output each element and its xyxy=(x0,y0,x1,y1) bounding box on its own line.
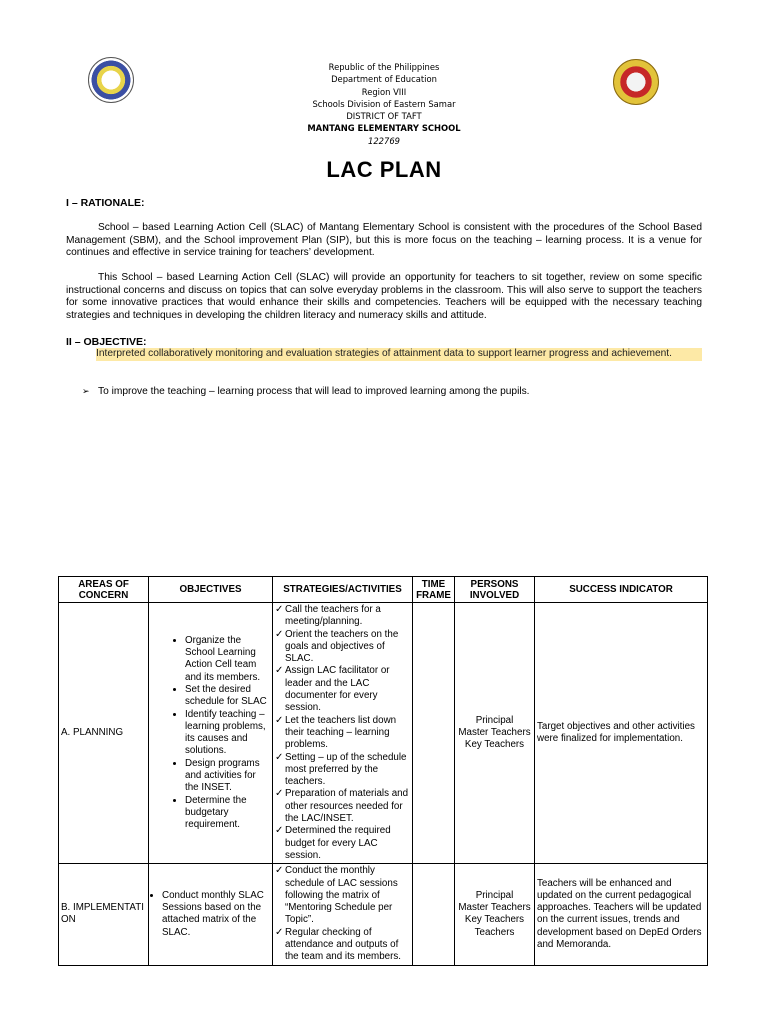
lac-plan-table xyxy=(58,576,708,966)
header-time-frame: TIME FRAME xyxy=(413,577,455,603)
table-row xyxy=(59,603,708,864)
time-frame-cell xyxy=(413,864,455,965)
person-entry: Principal xyxy=(475,714,514,726)
check-icon: ✓ xyxy=(275,926,284,938)
time-frame-cell xyxy=(413,603,455,864)
check-icon: ✓ xyxy=(275,788,284,800)
rationale-heading: I – RATIONALE: xyxy=(66,197,145,209)
header-line-region: Region VIII xyxy=(361,86,407,97)
header-strategies: STRATEGIES/ACTIVITIES xyxy=(273,577,413,603)
check-icon: ✓ xyxy=(275,825,284,837)
header-school-name: MANTANG ELEMENTARY SCHOOL xyxy=(307,123,461,134)
table-row xyxy=(59,864,708,965)
area-planning: A. PLANNING xyxy=(59,603,149,864)
strategy-text: Orient the teachers on the goals and objectives of SLAC. xyxy=(285,628,399,665)
objective-bullet xyxy=(82,386,530,397)
rationale-paragraph-1-text: School – based Learning Action Cell (SLAC) of Mantang Elementary School is consistent with the procedures of the School Based Management (SBM), and the School improvement Plan (SIP), but this is more focus on the teaching – learning process. It is a venue for continues and effective in service training for teachers’ development. xyxy=(66,222,702,259)
header-line-department: Department of Education xyxy=(331,74,437,85)
list-item: • Set the desired schedule for SLAC xyxy=(185,684,270,709)
person-entry: Master Teachers xyxy=(458,902,531,914)
list-item xyxy=(275,665,410,714)
persons-cell xyxy=(455,864,535,965)
list-item xyxy=(275,604,410,629)
list-item: • Identify teaching – learning problems, its causes and solutions. xyxy=(185,709,270,758)
strategy-text: Assign LAC facilitator or leader and the LAC documenter for every session. xyxy=(285,665,390,714)
check-icon: ✓ xyxy=(275,665,284,677)
list-item xyxy=(275,825,410,862)
list-item xyxy=(275,629,410,666)
arrow-bullet-icon: ➢ xyxy=(82,386,90,396)
objective-bullet-text: To improve the teaching – learning process that will lead to improved learning among the pupils. xyxy=(98,386,530,397)
list-item xyxy=(275,788,410,825)
objective-highlighted-text: Interpreted collaboratively monitoring and evaluation strategies of attainment data to support learner progress and achievement. xyxy=(96,348,702,361)
list-item: • Design programs and activities for the INSET. xyxy=(185,758,270,795)
list-item xyxy=(275,752,410,789)
strategy-text: Call the teachers for a meeting/planning. xyxy=(285,604,381,628)
objectives-cell xyxy=(149,603,273,864)
person-entry: Teachers xyxy=(474,926,515,938)
header-line-division: Schools Division of Eastern Samar xyxy=(312,98,456,109)
check-icon: ✓ xyxy=(275,751,284,763)
success-indicator-cell: Teachers will be enhanced and updated on the current pedagogical approaches. Teachers will be updated on the current issues, trends and development based on DepEd Orders and Memoranda. xyxy=(535,864,708,965)
person-entry: Key Teachers xyxy=(464,739,525,751)
check-icon: ✓ xyxy=(275,604,284,615)
list-item xyxy=(275,927,410,964)
list-item: • Organize the School Learning Action Cell team and its members. xyxy=(185,635,270,684)
page-title: LAC PLAN xyxy=(326,157,442,182)
list-item xyxy=(275,865,410,926)
person-entry: Key Teachers xyxy=(464,914,525,926)
strategy-text: Let the teachers list down their teaching – learning problems. xyxy=(285,714,397,751)
objective-heading: II – OBJECTIVE: xyxy=(66,336,147,348)
strategies-cell xyxy=(273,603,413,864)
persons-cell xyxy=(455,603,535,864)
rationale-paragraph-2-text: This School – based Learning Action Cell (SLAC) will provide an opportunity for teachers to sit together, review on some specific instructional concerns and discuss on topics that can solve everyday problems in the classroom. This will also serve to support the teachers for some innovative practices that would enhance their skills and competencies. Teachers will be equipped with the necessary teaching strategies and techniques in developing the children literacy and numeracy skills and attitude. xyxy=(66,272,702,321)
area-implementation: B. IMPLEMENTATI ON xyxy=(59,864,149,965)
header-line-republic: Republic of the Philippines xyxy=(328,62,440,72)
strategy-text: Setting – up of the schedule most preferred by the teachers. xyxy=(285,751,407,788)
header-school-id: 122769 xyxy=(368,135,400,146)
list-item: • Conduct monthly SLAC Sessions based on the attached matrix of the SLAC. xyxy=(162,890,270,939)
objectives-cell xyxy=(149,864,273,965)
header-persons-involved: PERSONS INVOLVED xyxy=(455,577,535,603)
strategy-text: Regular checking of attendance and outputs of the team and its members. xyxy=(285,926,401,963)
success-indicator-cell: Target objectives and other activities were finalized for implementation. xyxy=(535,603,708,864)
check-icon: ✓ xyxy=(275,714,284,726)
table-header-row xyxy=(59,577,708,603)
strategy-text: Conduct the monthly schedule of LAC sessions following the matrix of “Mentoring Schedule per Topic”. xyxy=(285,865,398,926)
header-line-district: DISTRICT OF TAFT xyxy=(346,111,422,122)
list-item: • Determine the budgetary requirement. xyxy=(185,795,270,832)
check-icon: ✓ xyxy=(275,628,284,640)
rationale-paragraph-1 xyxy=(66,222,702,260)
strategy-text: Preparation of materials and other resources needed for the LAC/INSET. xyxy=(285,788,409,825)
check-icon: ✓ xyxy=(275,865,284,877)
person-entry: Master Teachers xyxy=(458,726,531,738)
header-areas-of-concern: AREAS OF CONCERN xyxy=(59,577,149,603)
rationale-paragraph-2 xyxy=(66,272,702,322)
header-objectives: OBJECTIVES xyxy=(149,577,273,603)
letterhead xyxy=(0,61,768,147)
person-entry: Principal xyxy=(475,889,514,901)
strategy-text: Determined the required budget for every LAC session. xyxy=(285,825,391,861)
strategies-cell xyxy=(273,864,413,965)
list-item xyxy=(275,715,410,752)
header-success-indicator: SUCCESS INDICATOR xyxy=(535,577,708,603)
